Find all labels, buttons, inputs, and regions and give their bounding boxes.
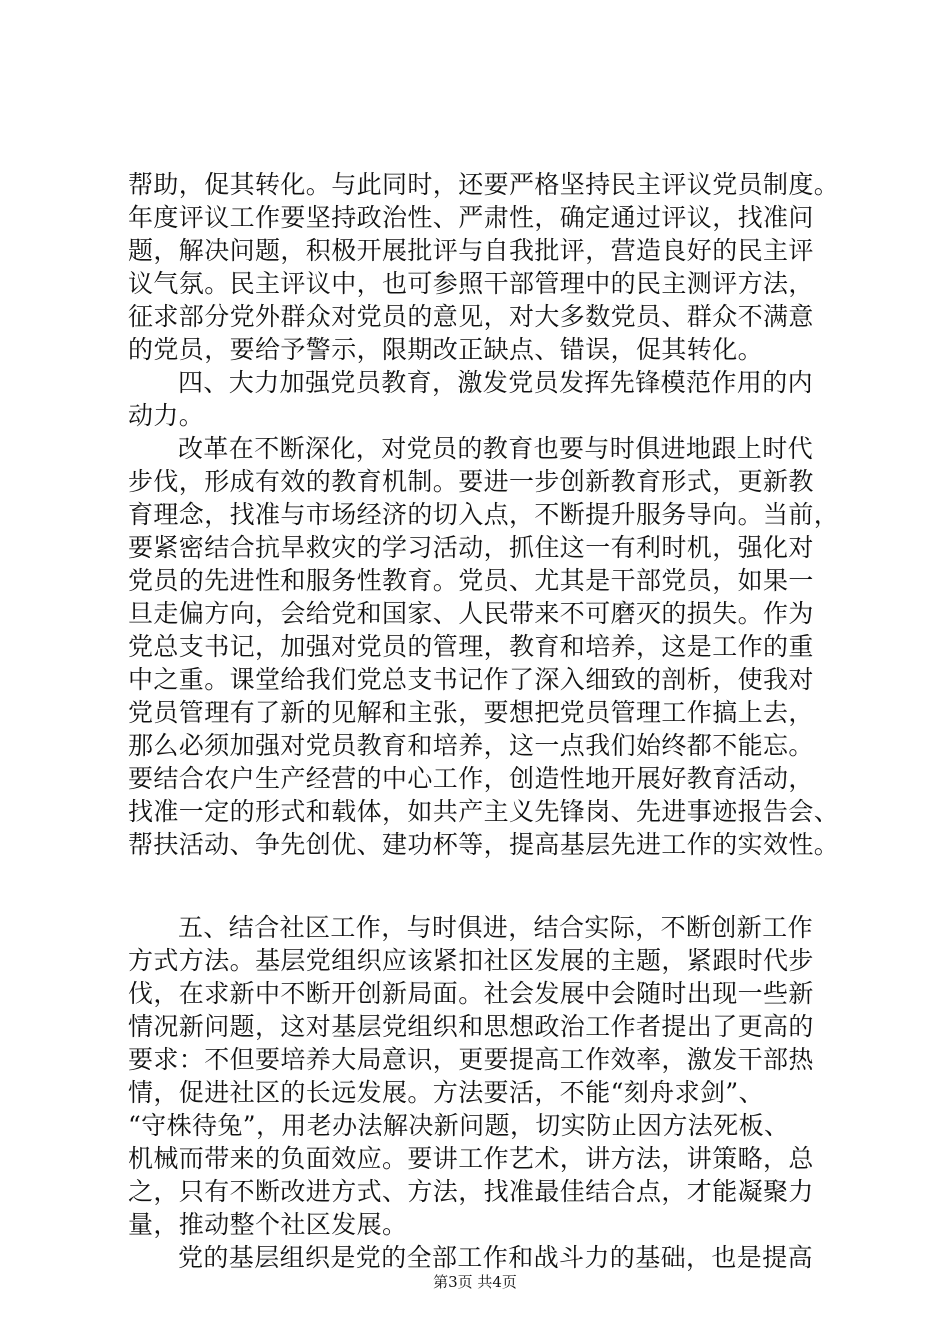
paragraph <box>128 911 828 1241</box>
text-line: 要结合农户生产经营的中心工作，创造性地开展好教育活动， <box>128 764 814 793</box>
page-number: 第3页 共4页 <box>433 1273 517 1291</box>
text-line: 动力。 <box>128 401 205 430</box>
text-line: 议气氛。民主评议中，也可参照干部管理中的民主测评方法， <box>128 269 814 298</box>
page-footer <box>0 1272 950 1292</box>
paragraph <box>128 168 840 366</box>
text-line: 机械而带来的负面效应。要讲工作艺术，讲方法，讲策略，总 <box>128 1144 814 1173</box>
text-line: 党总支书记，加强对党员的管理，教育和培养，这是工作的重 <box>128 632 814 661</box>
text-line: 年度评议工作要坚持政治性、严肃性，确定通过评议，找准问 <box>128 203 814 232</box>
text-line: 党员的先进性和服务性教育。党员、尤其是干部党员，如果一 <box>128 566 814 595</box>
text-line: 之，只有不断改进方式、方法，找准最佳结合点，才能凝聚力 <box>128 1177 814 1206</box>
text-line: 情，促进社区的长远发展。方法要活，不能“刻舟求剑”、 <box>128 1078 764 1107</box>
text-line: 找准一定的形式和载体，如共产主义先锋岗、先进事迹报告会、 <box>128 797 840 826</box>
text-line: 步伐，形成有效的教育机制。要进一步创新教育形式，更新教 <box>128 467 814 496</box>
text-line: 育理念，找准与市场经济的切入点，不断提升服务导向。当前， <box>128 500 840 529</box>
text-line: 那么必须加强对党员教育和培养，这一点我们始终都不能忘。 <box>128 731 814 760</box>
text-line: “守株待兔”，用老办法解决新问题，切实防止因方法死板、 <box>128 1111 790 1140</box>
paragraph <box>128 366 828 432</box>
text-line: 量，推动整个社区发展。 <box>128 1210 408 1239</box>
text-line: 方式方法。基层党组织应该紧扣社区发展的主题，紧跟时代步 <box>128 946 814 975</box>
text-line: 五、结合社区工作，与时俱进，结合实际，不断创新工作 <box>178 913 814 942</box>
text-line: 帮扶活动、争先创优、建功杯等，提高基层先进工作的实效性。 <box>128 830 840 859</box>
text-line: 要紧密结合抗旱救灾的学习活动，抓住这一有利时机，强化对 <box>128 533 814 562</box>
text-line: 伐，在求新中不断开创新局面。社会发展中会随时出现一些新 <box>128 979 814 1008</box>
text-line: 征求部分党外群众对党员的意见，对大多数党员、群众不满意 <box>128 302 814 331</box>
text-line: 四、大力加强党员教育，激发党员发挥先锋模范作用的内 <box>178 368 814 397</box>
text-line: 党的基层组织是党的全部工作和战斗力的基础，也是提高 <box>178 1243 814 1272</box>
text-line: 情况新问题，这对基层党组织和思想政治工作者提出了更高的 <box>128 1012 814 1041</box>
text-line: 题，解决问题，积极开展批评与自我批评，营造良好的民主评 <box>128 236 814 265</box>
text-line: 旦走偏方向，会给党和国家、人民带来不可磨灭的损失。作为 <box>128 599 814 628</box>
text-line: 中之重。课堂给我们党总支书记作了深入细致的剖析，使我对 <box>128 665 814 694</box>
paragraph-gap <box>128 861 828 911</box>
text-line: 的党员，要给予警示，限期改正缺点、错误，促其转化。 <box>128 335 764 364</box>
text-line: 党员管理有了新的见解和主张，要想把党员管理工作搞上去， <box>128 698 814 727</box>
paragraph <box>128 432 840 861</box>
text-line: 要求：不但要培养大局意识，更要提高工作效率，激发干部热 <box>128 1045 814 1074</box>
document-body <box>128 168 840 1274</box>
paragraph <box>128 1241 828 1274</box>
text-line: 改革在不断深化，对党员的教育也要与时俱进地跟上时代 <box>178 434 814 463</box>
text-line: 帮助，促其转化。与此同时，还要严格坚持民主评议党员制度。 <box>128 170 840 199</box>
